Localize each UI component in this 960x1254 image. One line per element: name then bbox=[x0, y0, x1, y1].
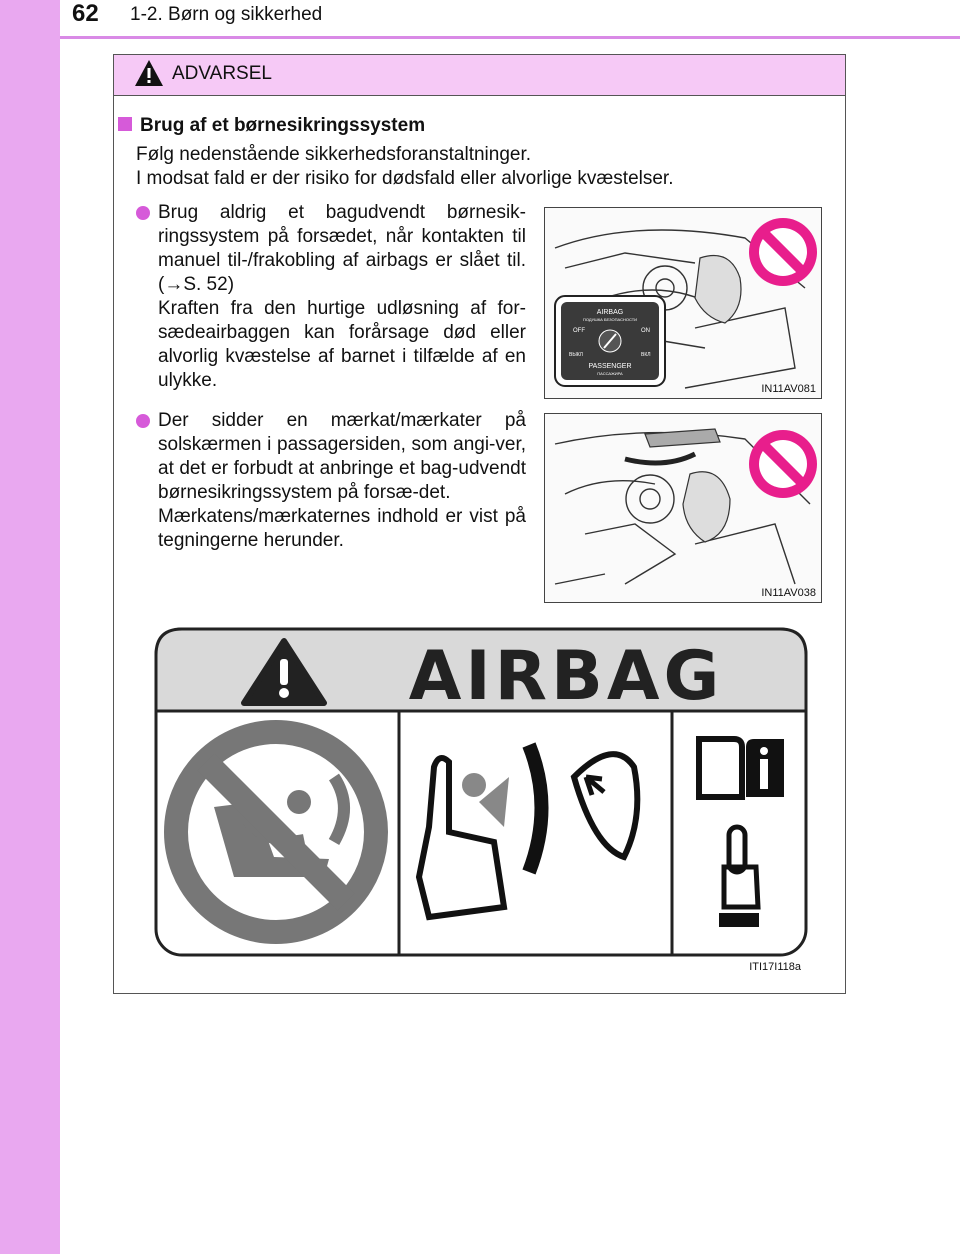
svg-text:ВЫКЛ: ВЫКЛ bbox=[569, 352, 583, 358]
car-interior-drawing bbox=[545, 414, 820, 601]
prohibition-icon bbox=[749, 218, 817, 286]
bullet-item: Der sidder en mærkat/mærkater på solskærmen i passagersiden, som angi-ver, at det er forbudt at anbringe et bag-udvendt børnesikringssystem på forsæ-det. Mærkatens/mærkaternes indhold er vist på tegningerne herunder. bbox=[136, 409, 526, 553]
figure-code: IN11AV038 bbox=[761, 587, 816, 599]
section-title: 1-2. Børn og sikkerhed bbox=[130, 4, 323, 25]
prohibition-icon bbox=[749, 430, 817, 498]
side-tab bbox=[0, 0, 60, 1254]
intro-text: Følg nedenstående sikkerhedsforanstaltninger. I modsat fald er der risiko for dødsfald eller alvorlige kvæstelser. bbox=[136, 144, 674, 189]
warning-header bbox=[114, 55, 845, 96]
illustration-airbag-switch bbox=[544, 207, 822, 399]
square-bullet-icon bbox=[118, 117, 132, 131]
section-heading: Brug af et børnesikringssystem bbox=[118, 115, 425, 137]
svg-text:ПАССАЖИРА: ПАССАЖИРА bbox=[597, 371, 623, 376]
header-divider bbox=[60, 36, 960, 39]
circle-bullet-icon bbox=[136, 414, 150, 428]
svg-text:AIRBAG: AIRBAG bbox=[596, 309, 624, 316]
svg-text:ПОДУШКА БЕЗОПАСНОСТИ: ПОДУШКА БЕЗОПАСНОСТИ bbox=[582, 317, 638, 322]
svg-text:ВКЛ: ВКЛ bbox=[641, 352, 651, 358]
warning-title: ADVARSEL bbox=[172, 63, 272, 84]
figure-code: IN11AV081 bbox=[761, 383, 816, 395]
car-interior-drawing bbox=[545, 208, 820, 397]
bullet-item: Brug aldrig et bagudvendt børnesik-ringssystem på forsædet, når kontakten til manuel til-/frakobling af airbags er slået til. (→S. 52) Kraften fra den hurtige udløsning af for-sædeairbaggen kan forårsage død eller alvorlig kvæstelse af barnet i tilfælde af en ulykke. bbox=[136, 201, 526, 393]
airbag-warning-label bbox=[154, 627, 808, 963]
illustration-sun-visor bbox=[544, 413, 822, 603]
figure-code: ITI17I118a bbox=[749, 961, 801, 973]
warning-triangle-icon bbox=[134, 59, 164, 87]
airbag-title: AIRBAG bbox=[408, 637, 724, 716]
page-number: 62 bbox=[72, 0, 99, 27]
svg-text:PASSENGER: PASSENGER bbox=[588, 363, 632, 370]
circle-bullet-icon bbox=[136, 206, 150, 220]
svg-text:OFF: OFF bbox=[573, 328, 585, 334]
warning-box bbox=[113, 54, 846, 994]
svg-text:ON: ON bbox=[641, 328, 650, 334]
